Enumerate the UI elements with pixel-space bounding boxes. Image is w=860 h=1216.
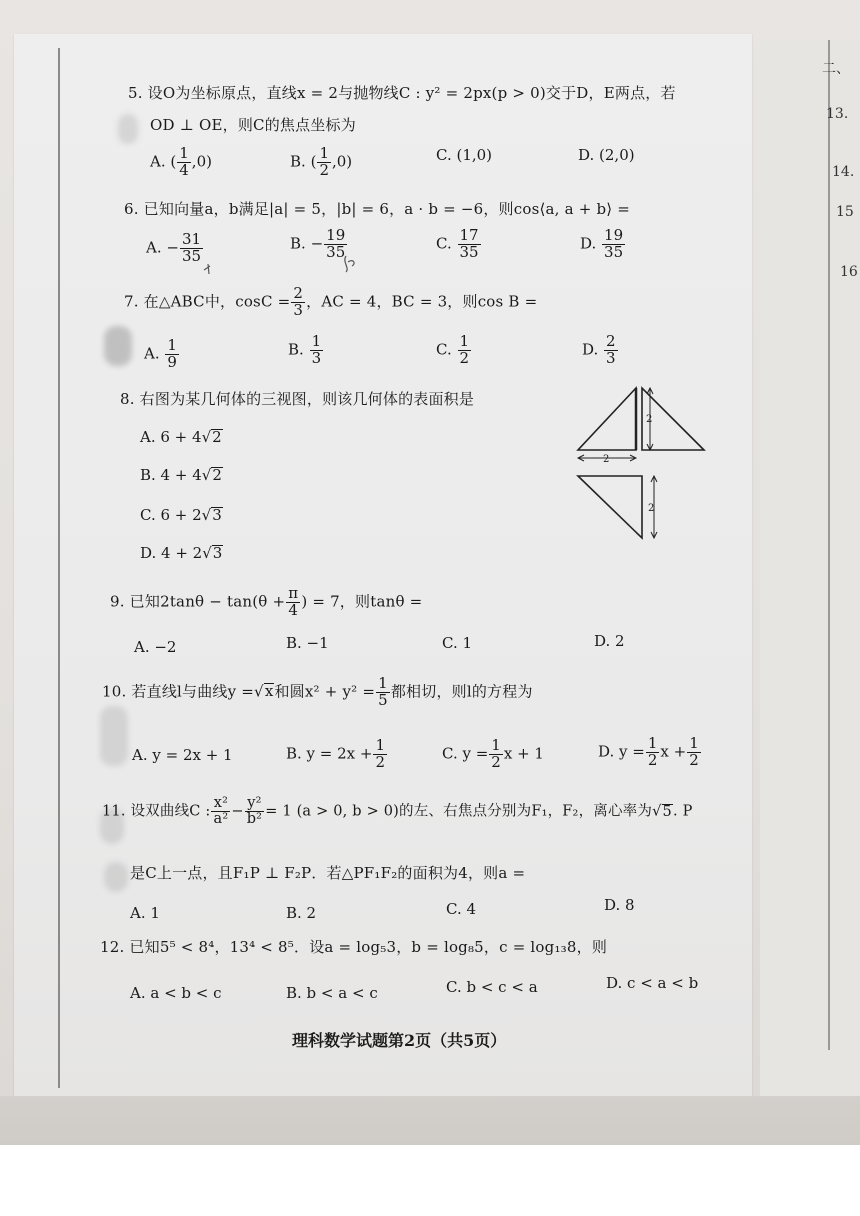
sign: −: [310, 234, 324, 253]
table-surface: [0, 1096, 860, 1145]
question-5-option-c: C. (1,0): [436, 146, 493, 164]
stem-text: . P: [672, 803, 693, 820]
option-text: (: [170, 152, 177, 171]
fraction: [489, 738, 503, 771]
question-7-stem: [124, 286, 537, 319]
denominator: 2: [375, 752, 386, 771]
denominator: 35: [181, 246, 202, 265]
question-9-option-d: D. 2: [594, 632, 625, 650]
top-view: [578, 476, 642, 538]
denominator: 9: [167, 352, 177, 371]
fraction: [165, 338, 179, 371]
stem-text: 7. 在△ABC中，cosC =: [124, 292, 291, 311]
stem-text: 都相切，则l的方程为: [390, 682, 533, 701]
page-footer: 理科数学试题第2页（共5页）: [292, 1031, 507, 1050]
stem-text: ) = 7，则tanθ =: [301, 592, 423, 611]
radicand: 5: [662, 803, 672, 820]
question-12-stem: 12. 已知5⁵ < 8⁴，13⁴ < 8⁵．设a = log₅3，b = log₈5，c = log₁₃8，则: [100, 938, 608, 956]
smudge-mark: [100, 706, 128, 766]
numerator: 1: [311, 332, 322, 350]
fraction: [604, 334, 618, 367]
numerator: 19: [604, 226, 624, 244]
numerator: 1: [459, 332, 470, 350]
question-5-stem-continued: OD ⊥ OE，则C的焦点坐标为: [150, 116, 356, 134]
right-margin-rule: [828, 40, 830, 1050]
denominator: b²: [246, 811, 263, 828]
question-10-option-a: A. y = 2x + 1: [132, 746, 233, 764]
fraction: [602, 228, 625, 261]
fraction: [177, 146, 191, 179]
option-text: (: [310, 152, 317, 171]
denominator: a²: [213, 811, 229, 828]
option-label: D.: [582, 340, 599, 359]
numerator: 1: [689, 734, 699, 752]
denominator: 2: [689, 750, 699, 769]
denominator: 5: [378, 690, 388, 709]
option-label: D.: [580, 234, 597, 253]
side-label: 13.: [826, 106, 849, 122]
question-5-option-a: [150, 146, 212, 179]
question-6-option-a: [146, 232, 204, 265]
denominator: 35: [604, 242, 624, 261]
question-11-option-b: B. 2: [286, 904, 317, 922]
question-8-option-c: [140, 506, 223, 524]
option-label: B.: [290, 234, 306, 253]
option-text: D. y =: [598, 742, 645, 761]
question-12-option-b: B. b < a < c: [286, 984, 378, 1002]
dimension-label: 2: [603, 454, 610, 465]
stem-text: ，AC = 4，BC = 3，则cos B =: [306, 292, 538, 311]
question-8-option-a: [140, 428, 223, 446]
question-11-option-c: C. 4: [446, 900, 477, 918]
side-label: 14.: [832, 164, 855, 180]
side-label: 16: [840, 264, 858, 280]
numerator: 19: [326, 226, 346, 244]
denominator: 4: [288, 600, 299, 619]
dimension-label: 2: [648, 503, 655, 514]
sqrt-sign: √: [201, 428, 212, 446]
radicand: 2: [212, 466, 222, 484]
stem-text: 9. 已知2tanθ − tan(θ +: [110, 592, 286, 611]
numerator: 1: [491, 736, 501, 754]
option-label: A.: [150, 152, 166, 171]
question-12-option-c: C. b < c < a: [446, 978, 538, 996]
question-8-option-d: [140, 544, 223, 562]
denominator: 2: [491, 752, 501, 771]
numerator: x²: [211, 796, 230, 812]
stem-text: 10. 若直线l与曲线y =: [102, 682, 255, 701]
question-11-option-a: A. 1: [130, 904, 160, 922]
question-5-option-d: D. (2,0): [578, 146, 635, 164]
question-7-option-b: [288, 334, 324, 367]
dimension-label: 2: [646, 414, 653, 425]
fraction: [310, 334, 324, 367]
question-11-option-d: D. 8: [604, 896, 635, 914]
question-9-option-b: B. −1: [286, 634, 329, 652]
fraction: [211, 796, 230, 827]
denominator: 3: [293, 300, 304, 319]
stem-text: −: [231, 803, 244, 820]
question-10-option-b: [286, 738, 388, 771]
question-9-stem: [110, 586, 422, 619]
numerator: y²: [245, 796, 265, 812]
question-7-option-a: [144, 338, 180, 371]
three-view-diagram: [574, 384, 734, 544]
smudge-mark: [104, 862, 128, 892]
radicand: 3: [212, 506, 222, 524]
option-label: A.: [146, 238, 162, 257]
radicand: x: [264, 682, 274, 701]
radicand: 2: [212, 428, 222, 446]
fraction: [286, 586, 300, 619]
question-6-option-c: [436, 228, 482, 261]
numerator: 1: [179, 144, 189, 162]
option-label: C.: [436, 340, 452, 359]
option-text: B. 4 + 4: [140, 466, 202, 484]
left-margin-rule: [58, 48, 60, 1088]
option-text: C. y =: [442, 744, 489, 763]
question-11-stem: [102, 796, 693, 827]
denominator: 4: [179, 160, 189, 179]
fraction: [376, 676, 390, 709]
question-5-option-b: [290, 146, 352, 179]
option-text: A. 6 + 4: [140, 428, 202, 446]
numerator: π: [288, 584, 299, 602]
denominator: 3: [606, 348, 616, 367]
question-10-option-c: [442, 738, 544, 771]
question-8-stem: 8. 右图为某几何体的三视图，则该几何体的表面积是: [120, 390, 475, 408]
denominator: 3: [311, 348, 322, 367]
numerator: 1: [647, 734, 658, 752]
denominator: 35: [326, 242, 346, 261]
sqrt-sign: √: [254, 682, 264, 701]
numerator: 1: [375, 736, 386, 754]
question-11-stem-continued: 是C上一点，且F₁P ⊥ F₂P．若△PF₁F₂的面积为4，则a =: [130, 864, 526, 882]
numerator: 1: [167, 336, 177, 354]
fraction: [687, 736, 701, 769]
option-text: x +: [660, 742, 687, 761]
question-7-option-d: [582, 334, 619, 367]
fraction: [646, 736, 660, 769]
option-text: C. 6 + 2: [140, 506, 202, 524]
question-7-option-c: [436, 334, 472, 367]
numerator: 31: [181, 230, 202, 248]
fraction: [458, 334, 472, 367]
denominator: 35: [459, 242, 479, 261]
side-label: 15: [836, 204, 854, 220]
question-10-stem: [102, 676, 533, 709]
smudge-mark: [118, 114, 138, 144]
question-12-option-d: D. c < a < b: [606, 974, 699, 992]
option-label: B.: [288, 340, 304, 359]
question-12-option-a: A. a < b < c: [130, 984, 222, 1002]
numerator: 1: [319, 144, 329, 162]
front-view: [578, 388, 636, 450]
question-9-option-c: C. 1: [442, 634, 473, 652]
option-text: ,0): [331, 152, 353, 171]
smudge-mark: [104, 326, 132, 366]
option-label: A.: [144, 344, 160, 363]
option-text: x + 1: [503, 744, 544, 763]
stem-text: 11. 设双曲线C :: [102, 803, 211, 820]
fraction: [317, 146, 331, 179]
option-text: ,0): [191, 152, 212, 171]
side-label: 二、: [822, 61, 850, 77]
radicand: 3: [212, 544, 223, 562]
question-8-option-b: [140, 466, 223, 484]
option-text: D. 4 + 2: [140, 544, 203, 562]
numerator: 2: [606, 332, 616, 350]
stem-text: 和圆x² + y² =: [274, 682, 376, 701]
stem-text: = 1 (a > 0, b > 0)的左、右焦点分别为F₁，F₂，离心率为: [265, 803, 653, 820]
sqrt-sign: √: [201, 466, 212, 484]
sign: −: [166, 238, 179, 257]
sqrt-sign: √: [652, 803, 662, 820]
fraction: [291, 286, 305, 319]
fraction: [245, 796, 265, 827]
denominator: 2: [319, 160, 329, 179]
question-9-option-a: A. −2: [134, 638, 177, 656]
question-6-option-d: [580, 228, 626, 261]
sqrt-sign: √: [202, 544, 212, 562]
fraction: [373, 738, 387, 771]
denominator: 2: [459, 348, 470, 367]
denominator: 2: [647, 750, 658, 769]
sqrt-sign: √: [201, 506, 212, 524]
option-text: B. y = 2x +: [286, 744, 373, 763]
fraction: [458, 228, 481, 261]
question-5-stem: 5. 设O为坐标原点，直线x = 2与抛物线C : y² = 2px(p > 0)交于D，E两点，若: [128, 84, 676, 102]
numerator: 2: [293, 284, 304, 302]
question-10-option-d: [598, 736, 702, 769]
numerator: 17: [459, 226, 479, 244]
numerator: 1: [378, 674, 388, 692]
option-label: C.: [436, 234, 452, 253]
question-6-stem: 6. 已知向量a，b满足|a| = 5，|b| = 6，a · b = −6，则cos⟨a, a + b⟩ =: [124, 200, 631, 218]
option-label: B.: [290, 152, 306, 171]
